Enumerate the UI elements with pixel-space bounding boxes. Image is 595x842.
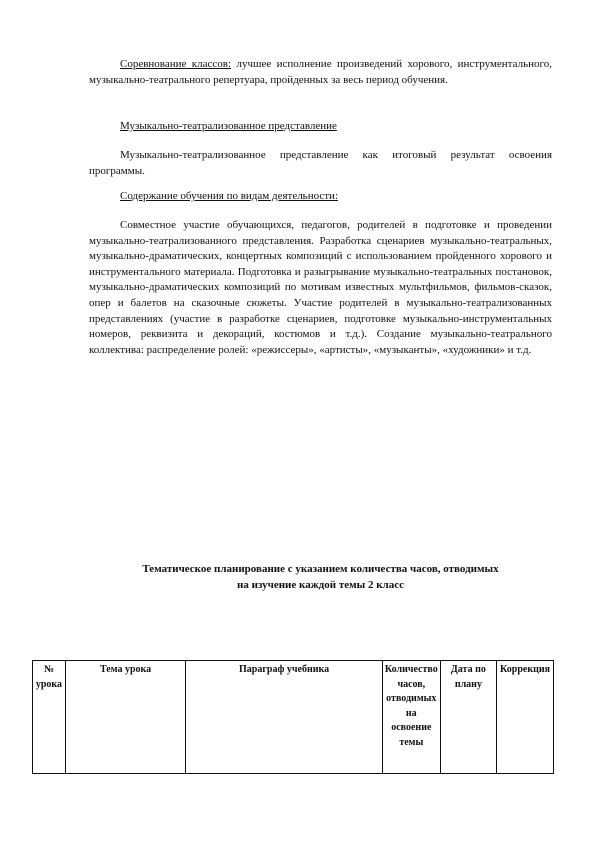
competition-text: лучшее исполнение произведений хорового, инструментального, музыкально-театрального репертуара, пройденных за весь период обучения. [89,58,552,86]
header-lesson-topic: Тема урока [65,661,185,774]
section-title-line-2: на изучение каждой темы 2 класс [237,578,404,591]
heading-content-by-activity: Содержание обучения по видам деятельности: [120,190,338,202]
header-correction: Коррекция [497,661,554,774]
paragraph-performance: Музыкально-театрализованное представление как итоговый результат освоения программы. [89,149,552,177]
header-textbook-paragraph: Параграф учебника [186,661,383,774]
paragraph-competition [89,57,552,88]
header-lesson-number: № урока [33,661,66,774]
section-title [89,562,552,593]
planning-table [32,660,554,774]
table-header-row [33,661,554,774]
competition-label: Соревнование классов: [120,58,232,70]
paragraph-activity-content: Совместное участие обучающихся, педагогов, родителей в подготовке и проведении музыкально-театрализованного представления. Разработка сценариев музыкально-театральных, музыкально-драматических, концертных композиций с использованием пройденного хорового и инструментального материала. Подготовка и разыгрывание музыкально-театральных постановок, музыкально-драматических композиций по мотивам известных мультфильмов, фильмов-сказок, опер и балетов на сказочные сюжеты. Участие родителей в музыкально-театрализованных представлениях (участие в разработке сценариев, подготовке музыкально-инструментальных номеров, реквизита и декораций, костюмов и т.д.). Создание музыкально-театрального коллектива: распределение ролей: «режиссеры», «артисты», «музыканты», «художники» и т.д. [89,219,552,356]
header-hours-count: Количество часов, отводимых на освоение темы [382,661,440,774]
heading-theatrical-performance: Музыкально-театрализованное представление [120,120,337,132]
section-title-line-1: Тематическое планирование с указанием количества часов, отводимых [142,563,499,575]
header-planned-date: Дата по плану [440,661,496,774]
